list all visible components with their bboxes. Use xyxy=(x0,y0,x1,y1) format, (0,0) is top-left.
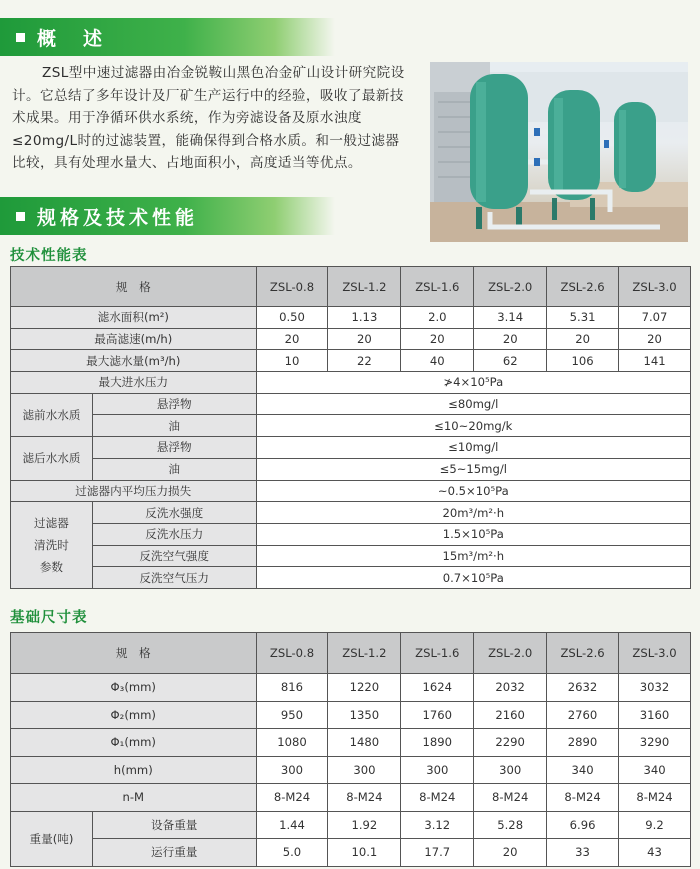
table-header-row xyxy=(11,267,691,307)
group-label-line: 清洗时 xyxy=(34,538,69,553)
table-cell: 1624 xyxy=(401,674,474,702)
tech-performance-table xyxy=(10,266,691,589)
row-label: 反洗空气压力 xyxy=(92,567,256,589)
base-table-title: 基础尺寸表 xyxy=(10,610,88,626)
table-cell: 2032 xyxy=(474,674,547,702)
row-label: Φ₃(mm) xyxy=(11,674,257,702)
tech-table-title: 技术性能表 xyxy=(10,248,88,264)
table-cell: 2890 xyxy=(547,729,619,757)
table-cell: ≤5~15mg/l xyxy=(256,458,690,480)
model-header: ZSL-3.0 xyxy=(619,633,691,674)
row-label: 滤水面积(m²) xyxy=(11,307,257,329)
row-label: 悬浮物 xyxy=(92,437,256,459)
model-header: ZSL-1.6 xyxy=(401,633,474,674)
table-row xyxy=(11,350,691,372)
table-cell: 300 xyxy=(401,756,474,784)
table-row xyxy=(11,567,691,589)
model-header: ZSL-1.2 xyxy=(328,267,401,307)
row-label: 设备重量 xyxy=(92,811,256,839)
model-header: ZSL-3.0 xyxy=(619,267,691,307)
model-header: ZSL-1.6 xyxy=(401,267,474,307)
model-header: ZSL-2.6 xyxy=(547,267,619,307)
row-label: 反洗空气强度 xyxy=(92,545,256,567)
table-cell: ≤80mg/l xyxy=(256,393,690,415)
row-label: 最大进水压力 xyxy=(11,372,257,394)
table-cell: 5.31 xyxy=(547,307,619,329)
table-row xyxy=(11,811,691,839)
table-cell: 0.7×10⁵Pa xyxy=(256,567,690,589)
table-row xyxy=(11,393,691,415)
row-label: 油 xyxy=(92,458,256,480)
table-cell: 10.1 xyxy=(328,839,401,867)
table-cell: 2760 xyxy=(547,701,619,729)
table-row xyxy=(11,480,691,502)
table-cell: 1.44 xyxy=(256,811,328,839)
table-row xyxy=(11,545,691,567)
overview-heading: 概 述 xyxy=(37,27,107,50)
model-header: ZSL-2.6 xyxy=(547,633,619,674)
row-label: 最高滤速(m/h) xyxy=(11,328,257,350)
table-cell: 8-M24 xyxy=(328,784,401,812)
table-cell: ≯4×10⁵Pa xyxy=(256,372,690,394)
table-row xyxy=(11,415,691,437)
row-label: Φ₂(mm) xyxy=(11,701,257,729)
row-label: h(mm) xyxy=(11,756,257,784)
group-label: 滤后水水质 xyxy=(11,437,93,480)
table-row xyxy=(11,674,691,702)
table-row xyxy=(11,502,691,524)
table-cell: 8-M24 xyxy=(401,784,474,812)
table-cell: 10 xyxy=(256,350,328,372)
row-label: 悬浮物 xyxy=(92,393,256,415)
square-bullet-icon xyxy=(16,33,25,42)
specs-heading: 规格及技术性能 xyxy=(37,206,199,229)
table-cell: 1080 xyxy=(256,729,328,757)
model-header: ZSL-1.2 xyxy=(328,633,401,674)
table-cell: 1220 xyxy=(328,674,401,702)
table-cell: 9.2 xyxy=(619,811,691,839)
table-cell: 7.07 xyxy=(619,307,691,329)
row-label: 油 xyxy=(92,415,256,437)
table-row xyxy=(11,307,691,329)
table-cell: 2632 xyxy=(547,674,619,702)
table-cell: 5.28 xyxy=(474,811,547,839)
model-header: ZSL-0.8 xyxy=(256,267,328,307)
table-cell: 1760 xyxy=(401,701,474,729)
row-label: n-M xyxy=(11,784,257,812)
table-cell: 20 xyxy=(619,328,691,350)
table-cell: 2.0 xyxy=(401,307,474,329)
table-cell: 8-M24 xyxy=(474,784,547,812)
table-cell: 300 xyxy=(474,756,547,784)
table-cell: 3.14 xyxy=(474,307,547,329)
overview-text: ZSL型中速过滤器由冶金锐鞍山黑色冶金矿山设计研究院设计。它总结了多年设计及厂矿生产运行中的经验，吸收了最新技术成果。用于净循环供水系统，作为旁滤设备及原水浊度≤20mg/L时的过滤装置，能确保得到合格水质。和一般过滤器比较，具有处理水量大、占地面积小，高度适当等优点。 xyxy=(12,65,405,172)
table-cell: 20 xyxy=(401,328,474,350)
table-cell: 3032 xyxy=(619,674,691,702)
table-cell: 300 xyxy=(328,756,401,784)
table-row xyxy=(11,437,691,459)
table-cell: 2290 xyxy=(474,729,547,757)
row-label: 最大滤水量(m³/h) xyxy=(11,350,257,372)
row-label: 反洗水强度 xyxy=(92,502,256,524)
table-cell: 1890 xyxy=(401,729,474,757)
table-cell: 62 xyxy=(474,350,547,372)
table-cell: 300 xyxy=(256,756,328,784)
table-row xyxy=(11,458,691,480)
table-cell: 5.0 xyxy=(256,839,328,867)
table-cell: 3160 xyxy=(619,701,691,729)
model-header: ZSL-2.0 xyxy=(474,633,547,674)
table-row xyxy=(11,729,691,757)
table-cell: 1350 xyxy=(328,701,401,729)
table-cell: ≤10~20mg/k xyxy=(256,415,690,437)
table-cell: 1.92 xyxy=(328,811,401,839)
table-row xyxy=(11,328,691,350)
table-cell: 15m³/m²·h xyxy=(256,545,690,567)
table-cell: 3.12 xyxy=(401,811,474,839)
table-header-row xyxy=(11,633,691,674)
row-label: 过滤器内平均压力损失 xyxy=(11,480,257,502)
table-row xyxy=(11,701,691,729)
table-cell: 22 xyxy=(328,350,401,372)
table-cell: 106 xyxy=(547,350,619,372)
table-cell: 8-M24 xyxy=(256,784,328,812)
table-cell: 340 xyxy=(547,756,619,784)
group-label: 滤前水水质 xyxy=(11,393,93,436)
table-cell: 816 xyxy=(256,674,328,702)
table-cell: 1.5×10⁵Pa xyxy=(256,523,690,545)
table-cell: 33 xyxy=(547,839,619,867)
table-cell: ≤10mg/l xyxy=(256,437,690,459)
table-cell: 950 xyxy=(256,701,328,729)
header-label: 规 格 xyxy=(11,267,257,307)
table-cell: 340 xyxy=(619,756,691,784)
table-cell: 141 xyxy=(619,350,691,372)
table-cell: 8-M24 xyxy=(547,784,619,812)
table-cell: 40 xyxy=(401,350,474,372)
table-cell: 43 xyxy=(619,839,691,867)
table-cell: 1480 xyxy=(328,729,401,757)
group-label xyxy=(11,502,93,589)
row-label: Φ₁(mm) xyxy=(11,729,257,757)
table-cell: 20 xyxy=(328,328,401,350)
square-bullet-icon xyxy=(16,212,25,221)
table-cell: 20 xyxy=(474,839,547,867)
specs-heading-bar xyxy=(0,197,335,235)
group-label-line: 过滤器 xyxy=(34,516,69,531)
table-cell: 6.96 xyxy=(547,811,619,839)
header-label: 规 格 xyxy=(11,633,257,674)
table-cell: 3290 xyxy=(619,729,691,757)
table-cell: 17.7 xyxy=(401,839,474,867)
table-cell: 0.50 xyxy=(256,307,328,329)
overview-heading-bar xyxy=(0,18,335,56)
table-cell: 20 xyxy=(474,328,547,350)
table-row xyxy=(11,839,691,867)
table-cell: ~0.5×10⁵Pa xyxy=(256,480,690,502)
base-dimension-table xyxy=(10,632,691,867)
table-row xyxy=(11,523,691,545)
model-header: ZSL-2.0 xyxy=(474,267,547,307)
table-cell: 20 xyxy=(547,328,619,350)
model-header: ZSL-0.8 xyxy=(256,633,328,674)
table-cell: 20 xyxy=(256,328,328,350)
group-label-line: 参数 xyxy=(39,560,64,575)
group-label: 重量(吨) xyxy=(11,811,93,866)
row-label: 反洗水压力 xyxy=(92,523,256,545)
table-row xyxy=(11,756,691,784)
table-cell: 20m³/m²·h xyxy=(256,502,690,524)
table-row xyxy=(11,372,691,394)
table-cell: 2160 xyxy=(474,701,547,729)
table-row xyxy=(11,784,691,812)
row-label: 运行重量 xyxy=(92,839,256,867)
table-cell: 8-M24 xyxy=(619,784,691,812)
table-cell: 1.13 xyxy=(328,307,401,329)
product-photo xyxy=(430,62,688,242)
